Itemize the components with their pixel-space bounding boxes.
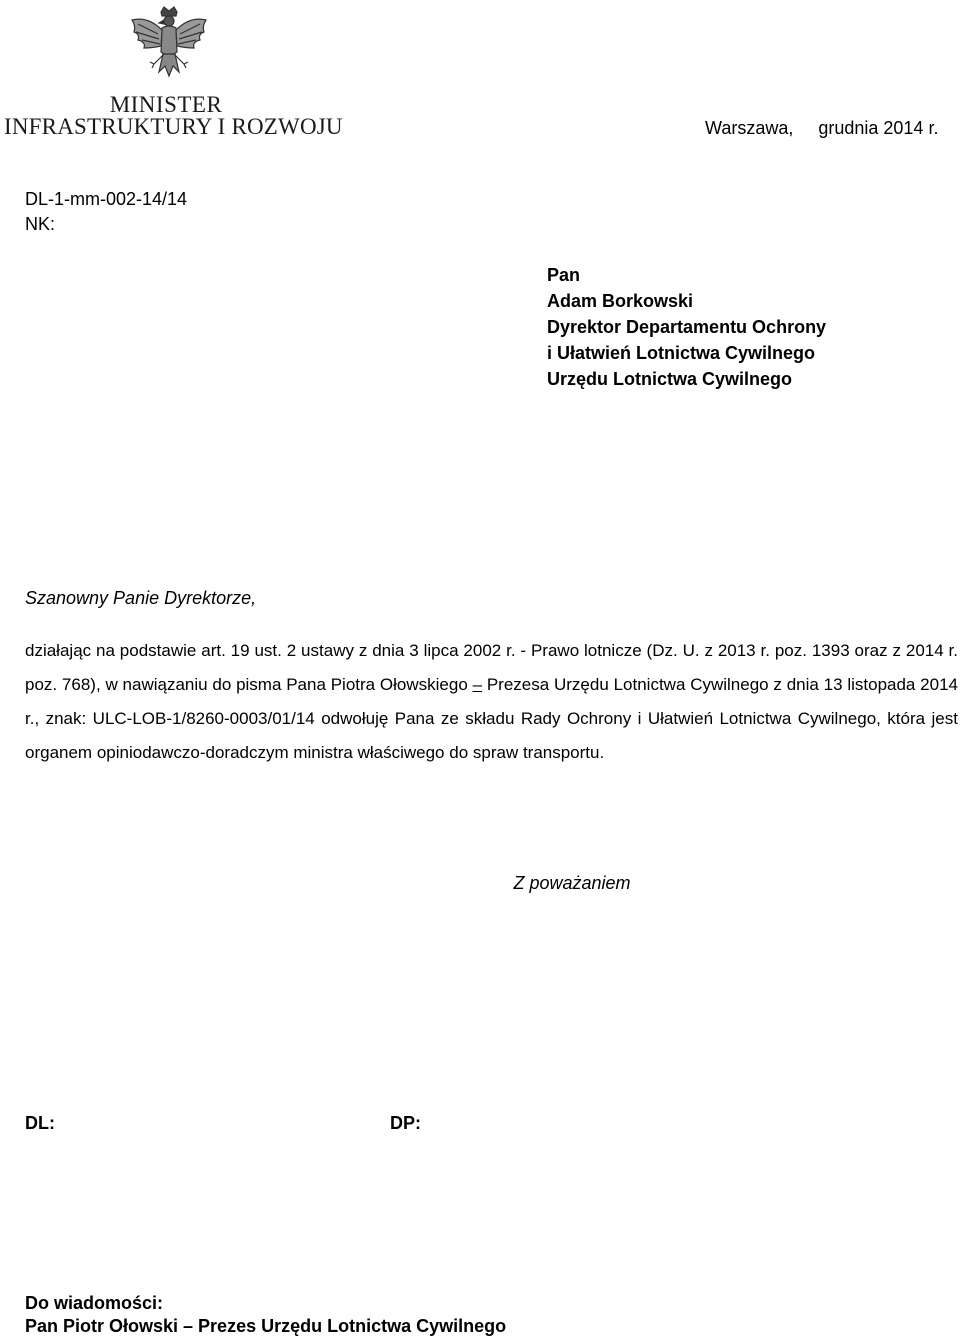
addressee-line: Dyrektor Departamentu Ochrony: [547, 317, 827, 337]
cc-block: [25, 1292, 506, 1338]
ministry-name-line-1: MINISTER: [109, 92, 223, 117]
cc-label: Do wiadomości:: [25, 1293, 164, 1313]
addressee-line: Pan: [547, 265, 581, 285]
addressee-block: [547, 262, 826, 392]
addressee-line: i Ułatwień Lotnictwa Cywilnego: [547, 343, 816, 363]
signature-dl: DL:: [25, 1113, 55, 1133]
letter-body-part-2: Prezesa Urzędu Lotnictwa Cywilnego z dnia 13 listopada 2014 r., znak: ULC-LOB-1/8260-0003/01/14 odwołuję Pana ze składu Rady Ochrony i Ułatwień Lotnictwa Cywilnego, która jest organem opiniodawczo-doradczym ministra właściwego do spraw transportu.: [25, 675, 958, 762]
signature-dp: DP:: [390, 1113, 421, 1133]
closing: Z poważaniem: [513, 873, 631, 893]
letter-body-dash: –: [472, 675, 483, 694]
letter-body-part-1: działając na podstawie art. 19 ust. 2 ustawy z dnia 3 lipca 2002 r. - Prawo lotnicze (Dz. U. z 2013 r. poz. 1393 oraz z 2014 r. poz. 768), w nawiązaniu do pisma Pana Piotra Ołowskiego: [25, 641, 958, 694]
date-place: Warszawa, grudnia 2014 r.: [705, 118, 939, 138]
addressee-line: Urzędu Lotnictwa Cywilnego: [547, 369, 793, 389]
cc-recipient: Pan Piotr Ołowski – Prezes Urzędu Lotnictwa Cywilnego: [25, 1316, 507, 1336]
polish-eagle-emblem-icon: [128, 6, 210, 86]
ministry-name-line-2: INFRASTRUKTURY I ROZWOJU: [4, 114, 343, 139]
reference-sign: DL-1-mm-002-14/14: [25, 189, 188, 209]
addressee-line: Adam Borkowski: [547, 291, 694, 311]
salutation: Szanowny Panie Dyrektorze,: [25, 588, 257, 608]
reference-nk: NK:: [25, 214, 56, 234]
letter-body: [25, 634, 958, 770]
